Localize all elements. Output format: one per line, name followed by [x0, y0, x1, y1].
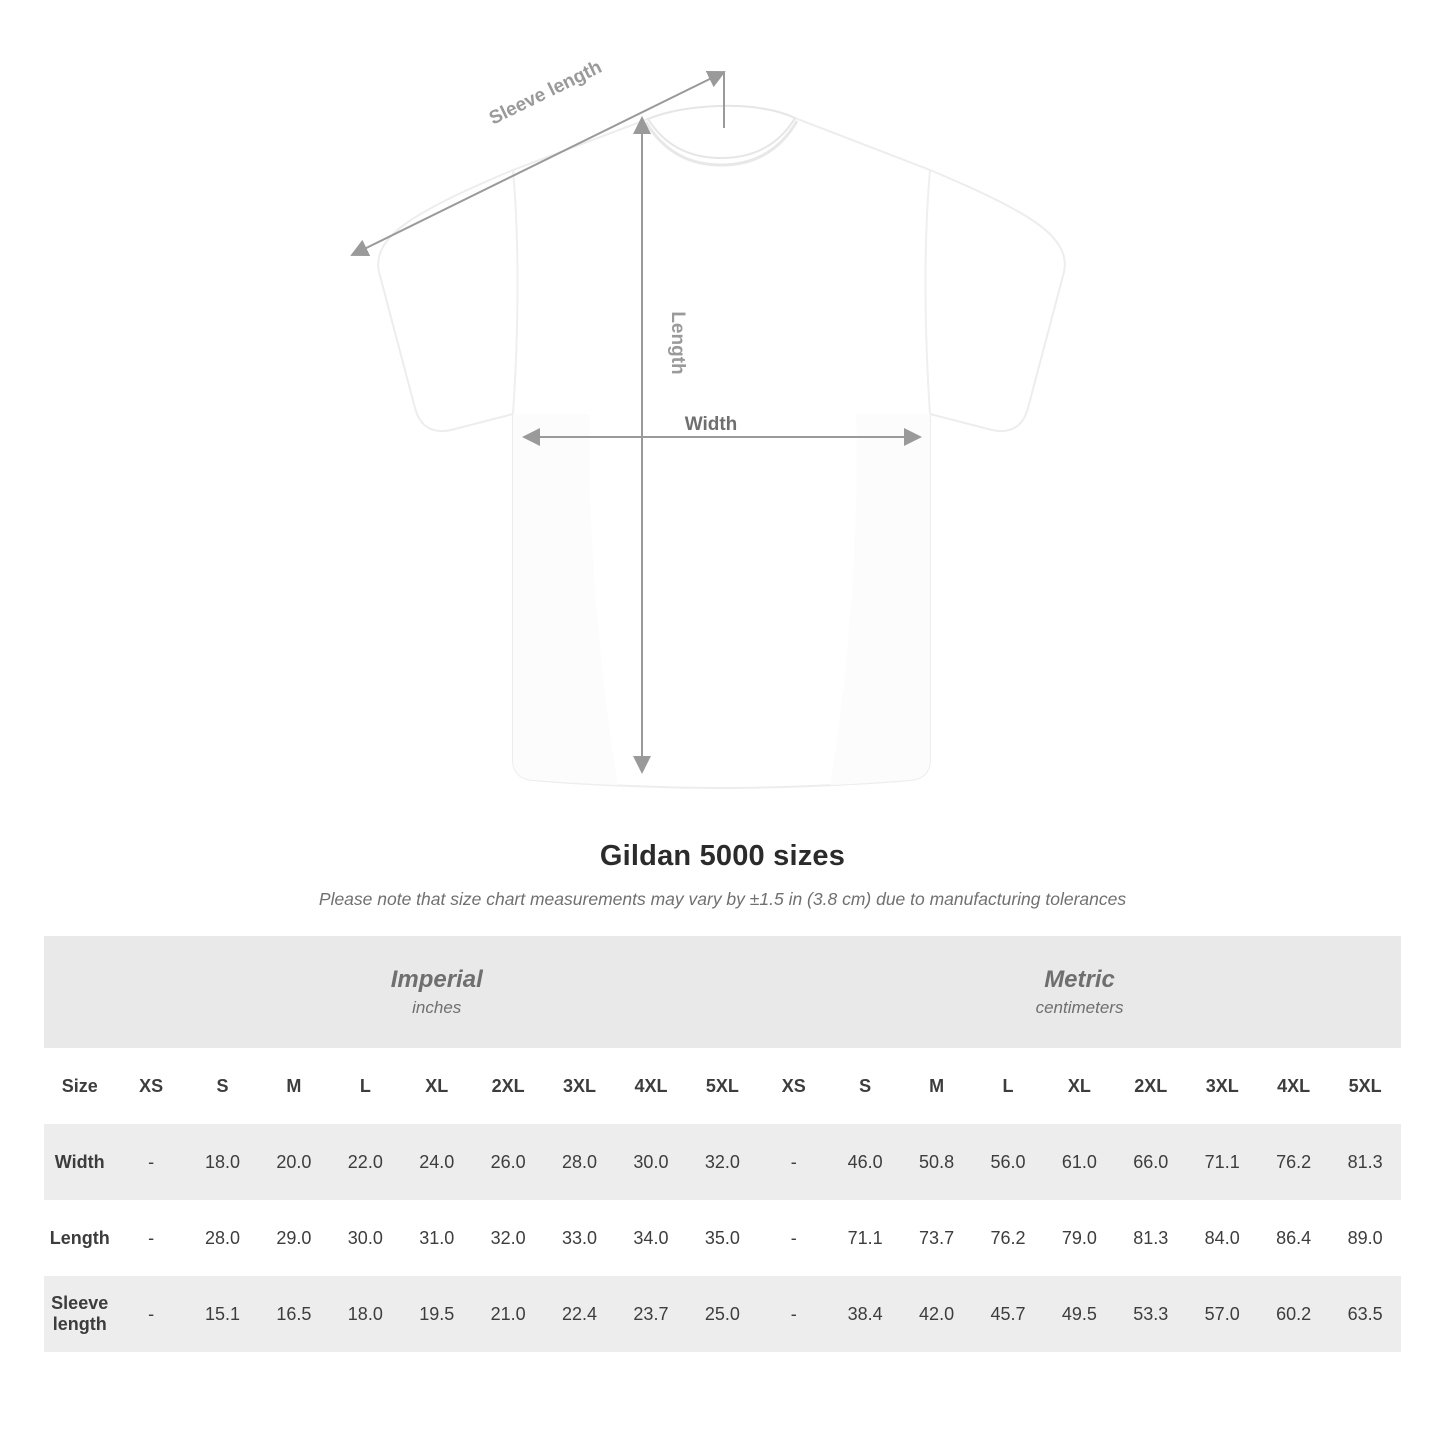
table-row-width [44, 1124, 1401, 1200]
length-xl-imperial: 31.0 [401, 1200, 472, 1276]
size-4xl-metric: 4XL [1258, 1048, 1329, 1124]
sleeve-2xl-metric: 53.3 [1115, 1276, 1186, 1352]
unit-header-metric [758, 936, 1401, 1048]
width-l-metric: 56.0 [972, 1124, 1043, 1200]
width-2xl-imperial: 26.0 [472, 1124, 543, 1200]
row-header-width: Width [44, 1124, 115, 1200]
size-3xl-metric: 3XL [1187, 1048, 1258, 1124]
width-m-imperial: 20.0 [258, 1124, 329, 1200]
sleeve-4xl-metric: 60.2 [1258, 1276, 1329, 1352]
sleeve-3xl-imperial: 22.4 [544, 1276, 615, 1352]
sleeve-4xl-imperial: 23.7 [615, 1276, 686, 1352]
width-xl-imperial: 24.0 [401, 1124, 472, 1200]
row-header-length: Length [44, 1200, 115, 1276]
tshirt-shape [378, 106, 1065, 788]
length-l-imperial: 30.0 [330, 1200, 401, 1276]
size-5xl-metric: 5XL [1329, 1048, 1401, 1124]
sleeve-l-imperial: 18.0 [330, 1276, 401, 1352]
length-5xl-imperial: 35.0 [687, 1200, 758, 1276]
sleeve-s-metric: 38.4 [829, 1276, 900, 1352]
length-4xl-imperial: 34.0 [615, 1200, 686, 1276]
sleeve-xs-metric: - [758, 1276, 829, 1352]
size-s-metric: S [829, 1048, 900, 1124]
length-xs-imperial: - [115, 1200, 186, 1276]
size-xl-metric: XL [1044, 1048, 1115, 1124]
width-xs-imperial: - [115, 1124, 186, 1200]
size-l-imperial: L [330, 1048, 401, 1124]
size-xl-imperial: XL [401, 1048, 472, 1124]
length-s-imperial: 28.0 [187, 1200, 258, 1276]
width-m-metric: 50.8 [901, 1124, 972, 1200]
length-m-metric: 73.7 [901, 1200, 972, 1276]
size-m-metric: M [901, 1048, 972, 1124]
size-table [44, 936, 1401, 1352]
sleeve-3xl-metric: 57.0 [1187, 1276, 1258, 1352]
width-3xl-imperial: 28.0 [544, 1124, 615, 1200]
size-2xl-imperial: 2XL [472, 1048, 543, 1124]
width-label: Width [684, 414, 738, 435]
length-l-metric: 76.2 [972, 1200, 1043, 1276]
width-xs-metric: - [758, 1124, 829, 1200]
size-table-wrapper [44, 936, 1401, 1352]
title-block [0, 840, 1445, 910]
sleeve-length-label: Sleeve length [485, 56, 606, 130]
sleeve-xl-metric: 49.5 [1044, 1276, 1115, 1352]
length-3xl-metric: 84.0 [1187, 1200, 1258, 1276]
sleeve-xs-imperial: - [115, 1276, 186, 1352]
length-2xl-imperial: 32.0 [472, 1200, 543, 1276]
unit-units-metric: centimeters [1035, 998, 1124, 1018]
length-4xl-metric: 86.4 [1258, 1200, 1329, 1276]
sleeve-2xl-imperial: 21.0 [472, 1276, 543, 1352]
sleeve-s-imperial: 15.1 [187, 1276, 258, 1352]
width-s-imperial: 18.0 [187, 1124, 258, 1200]
unit-units-imperial: inches [412, 998, 462, 1018]
length-s-metric: 71.1 [829, 1200, 900, 1276]
width-2xl-metric: 66.0 [1115, 1124, 1186, 1200]
width-4xl-imperial: 30.0 [615, 1124, 686, 1200]
length-2xl-metric: 81.3 [1115, 1200, 1186, 1276]
length-5xl-metric: 89.0 [1329, 1200, 1401, 1276]
sleeve-m-metric: 42.0 [901, 1276, 972, 1352]
width-s-metric: 46.0 [829, 1124, 900, 1200]
width-3xl-metric: 71.1 [1187, 1124, 1258, 1200]
size-xs-imperial: XS [115, 1048, 186, 1124]
width-4xl-metric: 76.2 [1258, 1124, 1329, 1200]
chart-note: Please note that size chart measurements may vary by ±1.5 in (3.8 cm) due to manufacturing tolerances [318, 889, 1127, 909]
sleeve-5xl-imperial: 25.0 [687, 1276, 758, 1352]
size-2xl-metric: 2XL [1115, 1048, 1186, 1124]
unit-header-blank [44, 936, 115, 1048]
sleeve-5xl-metric: 63.5 [1329, 1276, 1401, 1352]
unit-system-imperial: Imperial [390, 965, 483, 993]
row-header-sleeve-length: Sleeve length [44, 1276, 115, 1352]
row-header-size: Size [44, 1048, 115, 1124]
size-5xl-imperial: 5XL [687, 1048, 758, 1124]
width-xl-metric: 61.0 [1044, 1124, 1115, 1200]
size-3xl-imperial: 3XL [544, 1048, 615, 1124]
size-4xl-imperial: 4XL [615, 1048, 686, 1124]
sleeve-m-imperial: 16.5 [258, 1276, 329, 1352]
length-label: Length [667, 311, 688, 375]
size-s-imperial: S [187, 1048, 258, 1124]
length-xl-metric: 79.0 [1044, 1200, 1115, 1276]
width-5xl-metric: 81.3 [1329, 1124, 1401, 1200]
width-5xl-imperial: 32.0 [687, 1124, 758, 1200]
size-m-imperial: M [258, 1048, 329, 1124]
size-l-metric: L [972, 1048, 1043, 1124]
length-xs-metric: - [758, 1200, 829, 1276]
length-m-imperial: 29.0 [258, 1200, 329, 1276]
table-row-sleeve-length [44, 1276, 1401, 1352]
unit-system-metric: Metric [1044, 965, 1115, 993]
chart-title: Gildan 5000 sizes [599, 840, 846, 872]
unit-header-row [44, 936, 1401, 1048]
size-xs-metric: XS [758, 1048, 829, 1124]
table-row-length [44, 1200, 1401, 1276]
width-l-imperial: 22.0 [330, 1124, 401, 1200]
length-3xl-imperial: 33.0 [544, 1200, 615, 1276]
unit-header-imperial [115, 936, 758, 1048]
sleeve-xl-imperial: 19.5 [401, 1276, 472, 1352]
table-row-size [44, 1048, 1401, 1124]
sleeve-l-metric: 45.7 [972, 1276, 1043, 1352]
